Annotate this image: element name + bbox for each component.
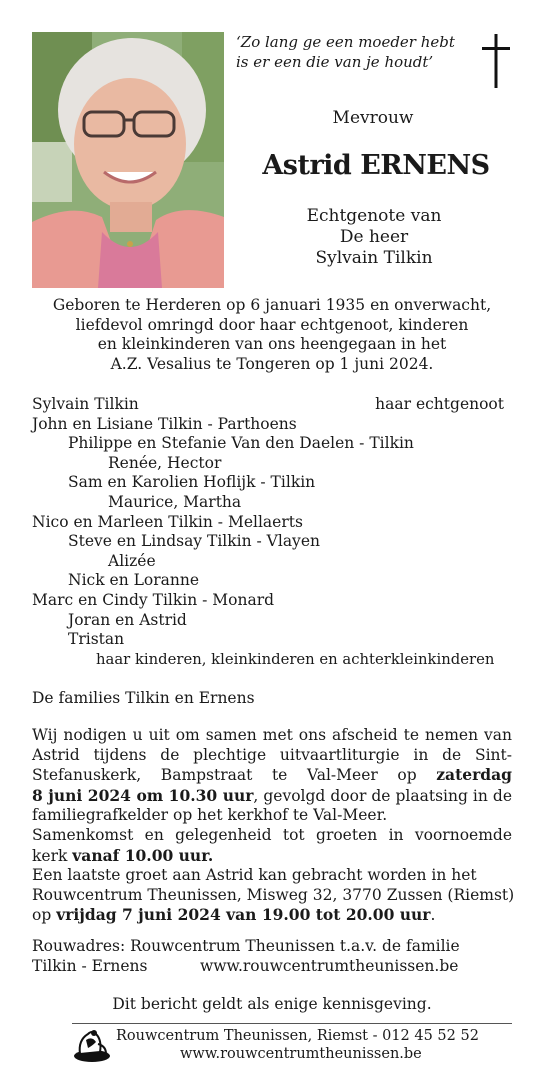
family-member: Maurice, Martha <box>108 492 242 511</box>
spouse-line: Sylvain Tilkin <box>315 248 433 268</box>
statement-line: en kleinkinderen van ons heengegaan in het <box>97 335 447 353</box>
invite-line <box>32 786 512 807</box>
family-row <box>32 493 512 513</box>
family-row <box>32 611 512 631</box>
family-row <box>32 395 512 415</box>
family-member: Philippe en Stefanie Van den Daelen - Tilkin <box>68 434 414 453</box>
invite-date-time: 8 juni 2024 om 10.30 uur <box>32 785 254 805</box>
invite-line: Samenkomst en gelegenheid tot groeten in voornoemde <box>32 825 512 844</box>
invite-line: familiegrafkelder op het kerkhof te Val-Meer. <box>32 806 388 825</box>
invite-time: vanaf 10.00 uur. <box>72 845 214 865</box>
portrait-photo <box>32 32 224 288</box>
family-row <box>32 552 512 572</box>
address-line <box>32 957 512 977</box>
footer <box>116 1027 512 1063</box>
families-line: De families Tilkin en Ernens <box>32 689 255 707</box>
divider <box>72 1023 512 1024</box>
family-row <box>32 571 512 591</box>
invite-line: Wij nodigen u uit om samen met ons afscheid te nemen van <box>32 726 512 744</box>
invite-line <box>32 905 512 926</box>
family-member: Nick en Loranne <box>68 571 200 590</box>
family-row <box>32 454 512 474</box>
quote <box>236 32 455 72</box>
statement-line: A.Z. Vesalius te Tongeren op 1 juni 2024. <box>110 354 434 373</box>
address-line: Rouwadres: Rouwcentrum Theunissen t.a.v. de familie <box>32 937 460 955</box>
funeral-invitation <box>32 726 515 926</box>
family-summary: haar kinderen, kleinkinderen en achterkleinkinderen <box>96 650 495 668</box>
spouse-line: Echtgenote van <box>306 206 442 226</box>
footer-website-link[interactable]: www.rouwcentrumtheunissen.be <box>180 1046 422 1062</box>
family-row <box>32 650 512 670</box>
invite-line: Rouwcentrum Theunissen, Misweg 32, 3770 Zussen (Riemst) <box>32 885 515 904</box>
family-member: Marc en Cindy Tilkin - Monard <box>32 590 275 609</box>
family-member: Renée, Hector <box>108 453 222 472</box>
family-member: John en Lisiane Tilkin - Parthoens <box>32 414 297 433</box>
spouse-line: De heer <box>339 227 409 247</box>
family-member: Sam en Karolien Hoflijk - Tilkin <box>68 473 316 492</box>
family-row <box>32 630 512 650</box>
family-row <box>32 513 512 533</box>
cross-icon <box>480 34 512 88</box>
quote-line: is er een die van je houdt’ <box>236 53 434 71</box>
statement-line: liefdevol omringd door haar echtgenoot, kinderen <box>75 315 469 334</box>
invite-text: op <box>32 906 57 925</box>
website-link[interactable]: www.rouwcentrumtheunissen.be <box>200 956 459 975</box>
family-row <box>32 415 512 435</box>
invite-text: . <box>430 906 436 925</box>
address-family: Tilkin - Ernens <box>32 956 148 975</box>
invite-text: kerk <box>32 846 73 865</box>
notice-text: Dit bericht geldt als enige kennisgeving. <box>112 995 432 1013</box>
family-row <box>32 591 512 611</box>
birth-death-statement <box>32 296 512 374</box>
family-member: Steve en Lindsay Tilkin - Vlayen <box>68 532 320 551</box>
mourning-address <box>32 937 512 976</box>
honorific: Mevrouw <box>332 108 414 128</box>
family-list <box>32 395 512 669</box>
invite-line <box>32 765 512 786</box>
family-member: Nico en Marleen Tilkin - Mellaerts <box>32 512 303 531</box>
invite-text: , gevolgd door de plaatsing in de <box>253 786 512 805</box>
deceased-name: Astrid ERNENS <box>262 150 490 181</box>
funeral-home-logo <box>72 1026 112 1064</box>
statement-line: Geboren te Herderen op 6 januari 1935 en onverwacht, <box>52 296 492 314</box>
family-row <box>32 532 512 552</box>
visitation-time: vrijdag 7 juni 2024 van 19.00 tot 20.00 uur <box>56 905 431 925</box>
family-member: Joran en Astrid <box>68 610 187 629</box>
invite-text: Stefanuskerk, Bampstraat te Val-Meer op <box>32 766 437 785</box>
invite-line <box>32 846 512 867</box>
family-row <box>32 434 512 454</box>
invite-line: Astrid tijdens de plechtige uitvaartliturgie in de Sint- <box>32 745 512 764</box>
footer-contact: Rouwcentrum Theunissen, Riemst - 012 45 52 52 <box>116 1028 479 1044</box>
family-member: Sylvain Tilkin <box>32 395 139 413</box>
spouse-info <box>274 206 474 269</box>
quote-line: ‘Zo lang ge een moeder hebt <box>236 33 455 51</box>
family-row <box>32 473 512 493</box>
family-relation: haar echtgenoot <box>375 395 504 413</box>
invite-line: Een laatste groet aan Astrid kan gebracht worden in het <box>32 866 477 885</box>
family-member: Tristan <box>68 630 125 649</box>
invite-date-day: zaterdag <box>436 765 512 785</box>
family-member: Alizée <box>108 551 156 570</box>
